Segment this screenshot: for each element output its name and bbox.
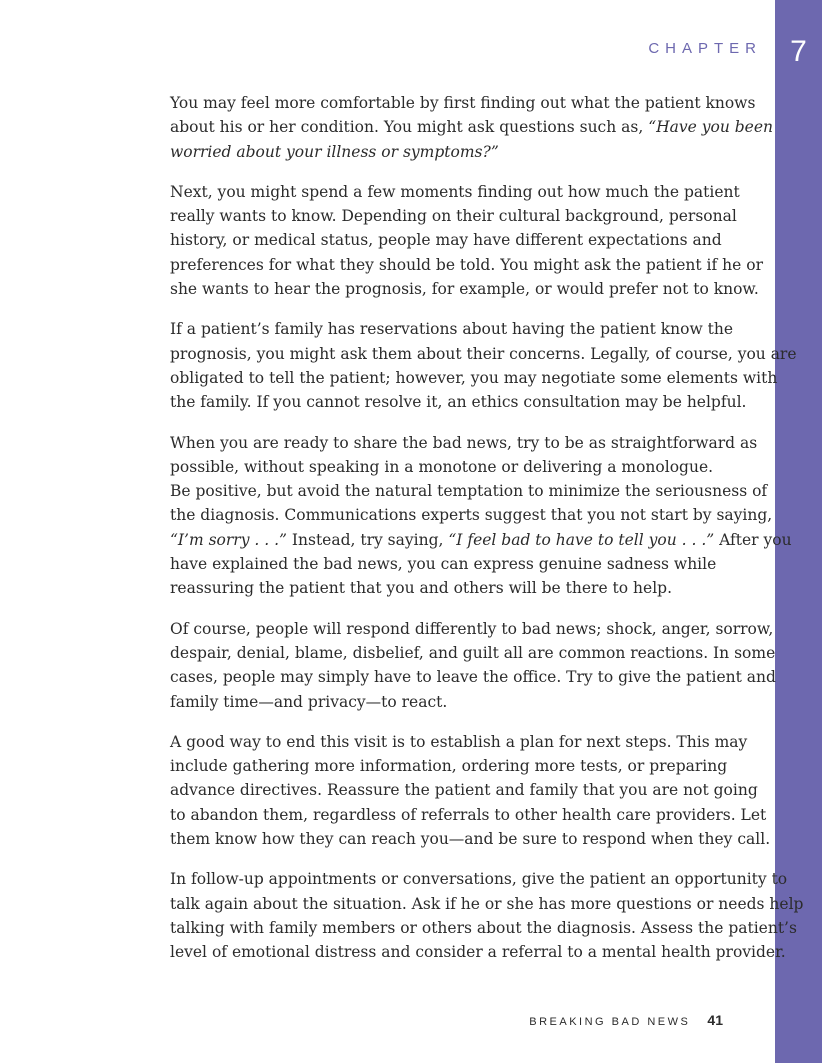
text-line — [170, 641, 776, 665]
text-run: After you — [714, 530, 792, 549]
text-run: history, or medical status, people may have different expectations and — [170, 231, 722, 250]
text-run: preferences for what they should be told. You might ask the patient if he or — [170, 255, 763, 274]
text-run: Instead, try saying, — [286, 530, 449, 549]
text-line — [170, 576, 735, 600]
text-run: the diagnosis. Communications experts suggest that you not start by saying, — [170, 506, 773, 525]
text-line — [170, 431, 758, 455]
text-run: them know how they can reach you—and be sure to respond when they call. — [170, 830, 771, 849]
text-line — [170, 665, 776, 689]
text-run: You may feel more comfortable by first finding out what the patient knows — [170, 94, 756, 112]
paragraph — [170, 730, 771, 851]
text-line — [170, 827, 771, 851]
text-run: about his or her condition. You might ask questions such as, — [170, 118, 649, 137]
running-title: BREAKING BAD NEWS — [529, 1016, 691, 1028]
paragraph — [170, 617, 776, 714]
text-line — [170, 479, 768, 503]
text-line — [170, 754, 735, 778]
text-line — [170, 892, 804, 916]
text-run: to abandon them, regardless of referrals to other health care providers. Let — [170, 805, 767, 824]
text-line — [170, 366, 778, 390]
text-line — [170, 342, 797, 366]
text-line — [170, 940, 786, 964]
page-footer — [529, 1010, 723, 1029]
text-line — [170, 115, 773, 139]
text-line — [170, 867, 788, 891]
text-run: talking with family members or others about the diagnosis. Assess the patient’s — [170, 918, 797, 937]
text-run: talk again about the situation. Ask if he or she has more questions or needs help — [170, 894, 804, 913]
text-run: obligated to tell the patient; however, you may negotiate some elements with — [170, 368, 778, 387]
text-run: the family. If you cannot resolve it, an ethics consultation may be helpful. — [170, 393, 747, 412]
page-number: 41 — [707, 1012, 723, 1028]
text-line — [170, 253, 763, 277]
text-run: she wants to hear the prognosis, for example, or would prefer not to know. — [170, 280, 759, 299]
italic-text: worried about your illness or symptoms?” — [170, 142, 499, 161]
text-line — [170, 91, 756, 115]
italic-text: “I’m sorry . . .” — [170, 530, 287, 549]
paragraph — [170, 91, 773, 164]
text-run: If a patient’s family has reservations about having the patient know the — [170, 320, 734, 339]
italic-text: “I feel bad to have to tell you . . .” — [448, 530, 715, 549]
paragraph — [170, 431, 792, 601]
text-line — [170, 317, 735, 341]
text-line — [170, 228, 735, 252]
chapter-label: CHAPTER — [648, 40, 762, 57]
text-line — [170, 528, 792, 552]
text-run: despair, denial, blame, disbelief, and guilt all are common reactions. In some — [170, 643, 776, 662]
text-line — [170, 503, 773, 527]
text-run: possible, without speaking in a monotone or delivering a monologue. — [170, 457, 714, 476]
body-text — [170, 91, 804, 981]
text-run: include gathering more information, ordering more tests, or preparing — [170, 757, 728, 776]
text-run: Be positive, but avoid the natural temptation to minimize the seriousness of — [170, 482, 768, 501]
text-run: prognosis, you might ask them about their concerns. Legally, of course, you are — [170, 344, 797, 363]
text-line — [170, 803, 767, 827]
text-run: reassuring the patient that you and others will be there to help. — [170, 579, 673, 598]
text-run: really wants to know. Depending on their cultural background, personal — [170, 207, 737, 226]
text-line — [170, 277, 759, 301]
text-line — [170, 140, 735, 164]
text-run: In follow-up appointments or conversations, give the patient an opportunity to — [170, 870, 788, 889]
text-run: have explained the bad news, you can express genuine sadness while — [170, 555, 717, 574]
text-run: A good way to end this visit is to establish a plan for next steps. This may — [170, 732, 748, 751]
paragraph — [170, 867, 804, 964]
text-line — [170, 617, 774, 641]
chapter-number: 7 — [790, 35, 807, 68]
text-run: family time—and privacy—to react. — [170, 692, 448, 711]
text-line — [170, 455, 735, 479]
italic-text: “Have you been — [648, 118, 773, 137]
text-line — [170, 690, 735, 714]
text-line — [170, 204, 735, 228]
text-run: cases, people may simply have to leave the office. Try to give the patient and — [170, 668, 776, 687]
text-line — [170, 552, 735, 576]
text-line — [170, 180, 740, 204]
text-run: level of emotional distress and consider a referral to a mental health provider. — [170, 943, 786, 962]
text-line — [170, 778, 758, 802]
text-run: When you are ready to share the bad news, try to be as straightforward as — [170, 433, 758, 452]
text-line — [170, 916, 797, 940]
text-line — [170, 730, 748, 754]
text-run: advance directives. Reassure the patient and family that you are not going — [170, 781, 758, 800]
text-run: Next, you might spend a few moments finding out how much the patient — [170, 182, 740, 201]
paragraph — [170, 180, 763, 301]
paragraph — [170, 317, 797, 414]
text-run: Of course, people will respond differently to bad news; shock, anger, sorrow, — [170, 619, 774, 638]
text-line — [170, 390, 747, 414]
